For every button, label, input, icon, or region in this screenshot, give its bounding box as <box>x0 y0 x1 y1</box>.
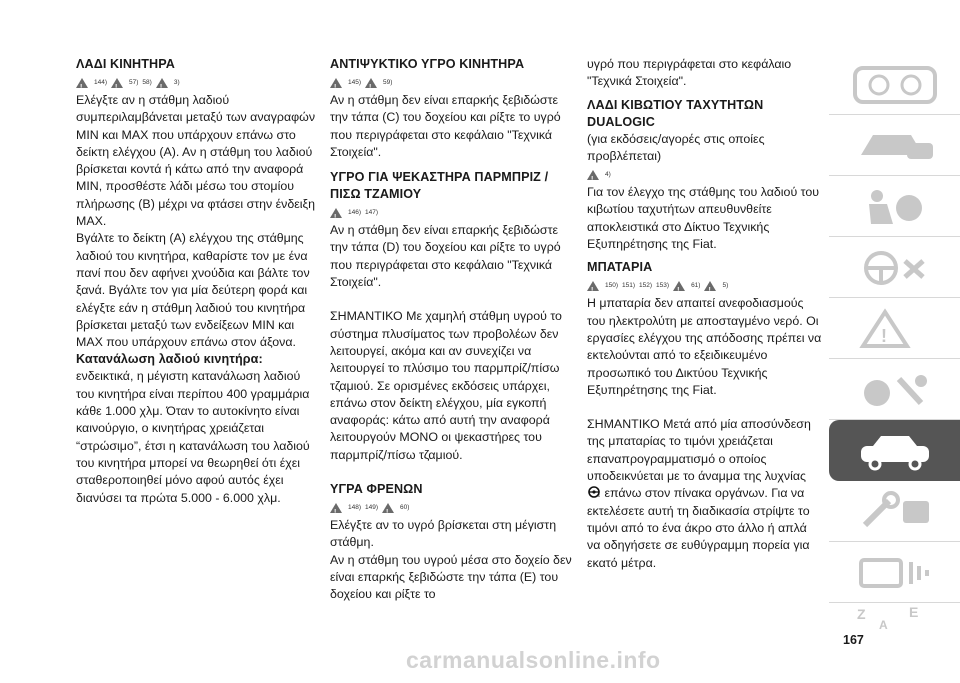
section-heading-battery: ΜΠΑΤΑΡΙΑ <box>587 260 653 275</box>
paragraph: Ελέγξτε αν το υγρό βρίσκεται στη μέγιστη στάθμη. <box>330 518 557 550</box>
paragraph: Βγάλτε το δείκτη (A) ελέγχου της στάθμης λαδιού του κινητήρα, καθαρίστε τον με ένα πανί που δεν αφήνει χνούδια και βάλτε τον ξανά. Βγάλτε τον για μία δεύτερη φορά και ελέγξτε εάν η στάθμη λαδιού του κινητήρα βρίσκεται μεταξύ των ενδείξεων MIN και MAX που υπάρχουν επάνω στον άξονα. <box>76 231 310 350</box>
tab-safety[interactable] <box>829 176 960 237</box>
svg-text:!: ! <box>881 326 887 346</box>
warning-triangle-icon <box>851 308 939 350</box>
warning-triangle-icon <box>330 78 342 88</box>
warning-triangle-icon <box>76 78 88 88</box>
section-heading-gearbox-oil: ΛΑΔΙ ΚΙΒΩΤΙΟΥ ΤΑΧΥΤΗΤΩΝ DUALOGIC <box>587 97 764 129</box>
paragraph: υγρό που περιγράφεται στο κεφάλαιο "Τεχνικά Στοιχεία". <box>587 57 792 89</box>
paragraph: Για τον έλεγχο της στάθμης του λαδιού του κιβωτίου ταχυτήτων απευθυνθείτε αποκλειστικά στο Δίκτυο Τεχνικής Εξυπηρέτησης της Fiat. <box>587 185 820 252</box>
warning-triangle-icon <box>587 170 599 180</box>
tab-starting-driving[interactable] <box>829 237 960 298</box>
airbag-safety-icon <box>851 186 939 228</box>
text-column-3 <box>587 56 823 572</box>
important-note: ΣΗΜΑΝΤΙΚΟ Με χαμηλή στάθμη υγρού το σύστημα πλυσίματος των προβολέων δεν λειτουργεί, ακόμα και αν συνεχίζει να λειτουργεί το πλύσιμο του παρμπρίζ/πίσω τζαμιού. Σε ορισμένες εκδόσεις υπάρχει, επάνω στον δείκτη ελέγχου, μία εγκοπή αναφοράς: κάτω από αυτή την αναφορά λειτουργούν MONO οι ψεκαστήρες του παρμπρίζ/πίσω τζαμιού. <box>330 309 562 462</box>
alphabetical-index-icon <box>851 603 939 630</box>
reference-markers: ! 145) ! 59) <box>330 74 578 91</box>
paragraph: Η μπαταρία δεν απαιτεί ανεφοδιασμούς του ηλεκτρολύτη με αποσταγμένο νερό. Οι εργασίες ελέγχου της απόδοσης πρέπει να εκτελούνται από το εξειδικευμένο προσωπικό του Δικτύου Τεχνικής Εξυπηρέτησης της Fiat. <box>587 296 822 397</box>
subheading-oil-consumption: Κατανάλωση λαδιού κινητήρα: <box>76 352 263 367</box>
steering-warning-light-icon <box>587 486 601 498</box>
tab-keys[interactable] <box>829 115 960 176</box>
paragraph: (για εκδόσεις/αγορές στις οποίες προβλέπεται) <box>587 131 765 163</box>
page-number: 167 <box>843 633 864 647</box>
paragraph: Αν η στάθμη δεν είναι επαρκής ξεβιδώστε την τάπα (C) του δοχείου και ρίξτε το υγρό που περιγράφεται στο κεφάλαιο "Τεχνικά Στοιχεία". <box>330 93 561 159</box>
paragraph: Ελέγξτε αν η στάθμη λαδιού συμπεριλαμβάνεται μεταξύ των αναγραφών MIN και MAX που υπάρχουν επάνω στο δείκτη ελέγχου (A). Αν η στάθμη του λαδιού βρίσκεται κοντά ή κάτω από την αναφορά MIN, προσθέστε λάδι μέσω του στομίου πλήρωσης (B) μέχρι να φτάσει στην ένδειξη MAX. <box>76 93 316 229</box>
reference-markers: ! 150) 151) 152) 153) ! 61) ! 5) <box>587 277 823 294</box>
warning-triangle-icon <box>704 281 716 291</box>
tab-warning-lights[interactable] <box>829 298 960 359</box>
text-column-1 <box>76 56 318 507</box>
car-maintenance-icon <box>851 430 939 472</box>
text-column-2 <box>330 56 578 604</box>
important-note: ΣΗΜΑΝΤΙΚΟ Μετά από μία αποσύνδεση της μπαταρίας το τιμόνι χρειάζεται επαναπρογραμματισμό ο οποίος υποδεικνύεται με το άναμμα της λυχνίας ! επάνω στον πίνακα οργάνων. Για να εκτελέσετε αυτή τη διαδικασία στρίψτε το τιμόνι από το ένα άκρο στο άλλο ή απλά να οδηγήσετε σε ευθύγραμμη πορεία για εκατό μέτρα. <box>587 417 811 570</box>
car-key-icon <box>851 125 939 167</box>
warning-triangle-icon <box>382 503 394 513</box>
warning-triangle-icon <box>365 78 377 88</box>
tab-dashboard[interactable] <box>829 54 960 115</box>
warning-triangle-icon <box>330 503 342 513</box>
watermark: carmanualsonline.info <box>406 647 661 673</box>
tab-technical-data[interactable] <box>829 481 960 542</box>
svg-text:A: A <box>879 618 888 632</box>
paragraph: Αν η στάθμη του υγρού μέσα στο δοχείο δεν είναι επαρκής ξεβιδώστε την τάπα (E) του δοχείου και ρίξτε το <box>330 552 572 602</box>
paragraph: Αν η στάθμη δεν είναι επαρκής ξεβιδώστε την τάπα (D) του δοχείου και ρίξτε το υγρό που περιγράφεται στο κεφάλαιο "Τεχνικά Στοιχεία". <box>330 223 561 290</box>
tab-multimedia[interactable] <box>829 542 960 603</box>
svg-text:Z: Z <box>857 606 866 622</box>
warning-triangle-icon <box>673 281 685 291</box>
wrench-tech-icon <box>851 491 939 533</box>
svg-text:!: ! <box>598 493 600 499</box>
steering-wheel-icon <box>851 247 939 289</box>
section-heading-washer-fluid: ΥΓΡΟ ΓΙΑ ΨΕΚΑΣΤΗΡΑ ΠΑΡΜΠΡΙΖ / ΠΙΣΩ ΤΖΑΜΙΟΥ <box>330 170 549 202</box>
svg-text:E: E <box>909 604 919 620</box>
reference-markers: ! 4) <box>587 166 823 183</box>
chapter-sidebar <box>829 54 960 630</box>
reference-markers: ! 146) 147) <box>330 204 578 221</box>
warning-triangle-icon <box>587 281 599 291</box>
section-heading-brake-fluid: ΥΓΡΑ ΦΡΕΝΩΝ <box>330 482 423 497</box>
tab-maintenance[interactable] <box>829 420 960 481</box>
reference-markers: ! 144) ! 57) 58) ! 3) <box>76 74 318 91</box>
warning-triangle-icon <box>111 78 123 88</box>
tab-emergency[interactable] <box>829 359 960 420</box>
dashboard-icon <box>851 64 939 106</box>
warning-triangle-icon <box>330 208 342 218</box>
section-heading-coolant: ΑΝΤΙΨΥΚΤΙΚΟ ΥΓΡΟ ΚΙΝΗΤΗΡΑ <box>330 57 525 71</box>
emergency-icon <box>851 369 939 411</box>
paragraph: ενδεικτικά, η μέγιστη κατανάλωση λαδιού του κινητήρα είναι περίπου 400 γραμμάρια κάθε 1.000 χλμ. Όταν το αυτοκίνητο είναι καινούργιο, ο κινητήρας χρειάζεται “στρώσιμο”, έτσι η κατανάλωση του λαδιού του κινητήρα μπορεί να θεωρηθεί ότι έχει σταθεροποιηθεί μόνο αφού αυτός έχει διανύσει τα πρώτα 5.000 - 6.000 χλμ. <box>76 369 310 505</box>
reference-markers: ! 148) 149) ! 60) <box>330 499 578 516</box>
tab-index[interactable] <box>829 603 960 630</box>
section-heading-engine-oil: ΛΑΔΙ ΚΙΝΗΤΗΡΑ <box>76 57 175 71</box>
warning-triangle-icon <box>156 78 168 88</box>
multimedia-icon <box>851 552 939 594</box>
